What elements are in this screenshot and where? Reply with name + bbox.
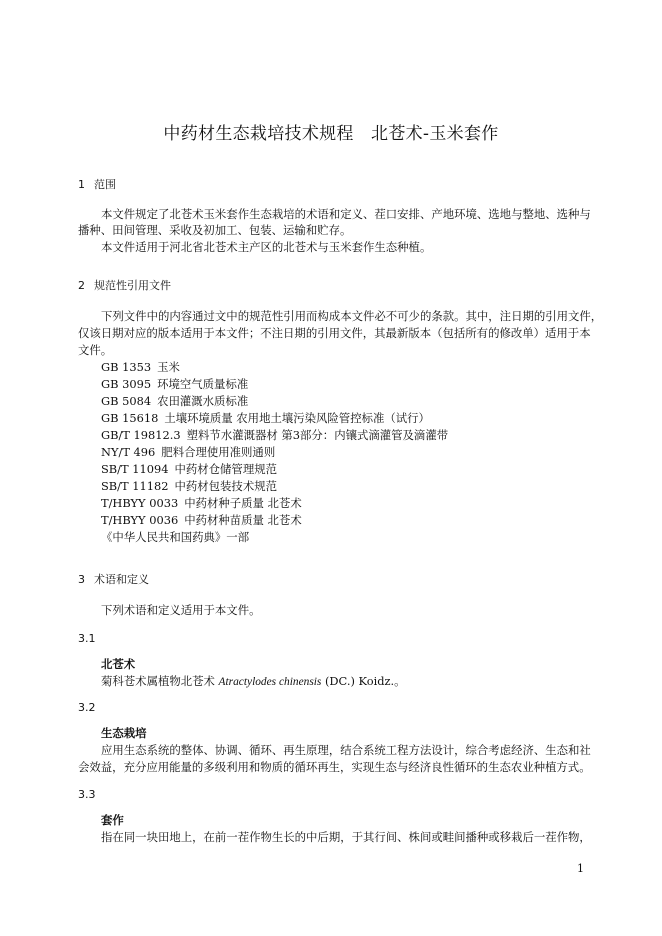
section-2-title: 规范性引用文件 <box>94 279 171 292</box>
ref-name: 玉米 <box>157 360 180 374</box>
term-3-3-def-line1: 指在同一块田地上，在前一茬作物生长的中后期，于其行间、株间或畦间播种或移栽后一茬作物， <box>101 830 591 844</box>
term-3-1-definition <box>101 673 406 691</box>
ref-name: 农田灌溉水质标准 <box>157 394 249 408</box>
term-3-3-name: 套作 <box>101 813 124 827</box>
def-text: 菊科苍术属植物北苍术 <box>101 674 215 688</box>
ref-item <box>101 512 302 529</box>
sec3-intro: 下列术语和定义适用于本文件。 <box>101 603 261 617</box>
term-3-2-def-line1: 应用生态系统的整体、协调、循环、再生原理，结合系统工程方法设计，综合考虑经济、生态和社 <box>101 743 591 757</box>
ref-code: GB 3095 <box>101 377 152 391</box>
ref-item <box>101 393 248 410</box>
ref-name: 中药材仓储管理规范 <box>174 462 277 476</box>
ref-name: 中药材种苗质量 北苍术 <box>184 513 302 527</box>
ref-code: GB 1353 <box>101 360 152 374</box>
term-3-3-number: 3.3 <box>78 788 96 801</box>
ref-name: 肥料合理使用准则通则 <box>161 445 276 459</box>
ref-name: 《中华人民共和国药典》一部 <box>101 530 250 544</box>
section-2-number: 2 <box>78 279 85 292</box>
ref-name: 中药材包装技术规范 <box>174 479 277 493</box>
ref-item <box>101 410 430 427</box>
term-3-1-number: 3.1 <box>78 632 96 645</box>
ref-code: GB 5084 <box>101 394 152 408</box>
section-3-title: 术语和定义 <box>94 573 149 586</box>
ref-item <box>101 478 277 495</box>
section-2-heading <box>78 277 171 293</box>
ref-name: 中药材种子质量 北苍术 <box>184 496 302 510</box>
document-title: 中药材生态栽培技术规程 北苍术-玉米套作 <box>163 124 499 144</box>
ref-code: GB/T 19812.3 <box>101 428 181 442</box>
ref-name: 塑料节水灌溉器材 第3部分：内镶式滴灌管及滴灌带 <box>186 428 449 442</box>
section-1-number: 1 <box>78 178 85 191</box>
ref-item <box>101 495 302 512</box>
sec1-para2: 本文件适用于河北省北苍术主产区的北苍术与玉米套作生态种植。 <box>101 240 432 254</box>
ref-name: 土壤环境质量 农用地土壤污染风险管控标准（试行） <box>164 411 430 425</box>
sec2-para-line3: 文件。 <box>78 343 113 357</box>
ref-code: T/HBYY 0036 <box>101 513 179 527</box>
ref-item <box>101 427 448 444</box>
section-1-heading <box>78 176 116 192</box>
term-3-2-number: 3.2 <box>78 701 96 714</box>
ref-item <box>101 444 275 461</box>
sec1-para1-line1: 本文件规定了北苍术玉米套作生态栽培的术语和定义、茬口安排、产地环境、选地与整地、选种与 <box>101 207 591 221</box>
term-3-2-name: 生态栽培 <box>101 726 147 740</box>
ref-code: SB/T 11094 <box>101 462 169 476</box>
term-3-2-def-line2: 会效益，充分应用能量的多级利用和物质的循环再生，实现生态与经济良性循环的生态农业种植方式。 <box>78 760 591 774</box>
ref-item <box>101 529 249 546</box>
latin-name: Atractylodes chinensis <box>218 676 322 688</box>
ref-item <box>101 461 277 478</box>
ref-item <box>101 359 180 376</box>
sec2-para-line1: 下列文件中的内容通过文中的规范性引用而构成本文件必不可少的条款。其中，注日期的引用文件， <box>101 309 603 323</box>
sec2-para-line2: 仅该日期对应的版本适用于本文件；不注日期的引用文件，其最新版本（包括所有的修改单）适用于本 <box>78 326 591 340</box>
ref-code: SB/T 11182 <box>101 479 169 493</box>
section-3-heading <box>78 571 149 587</box>
term-3-1-name: 北苍术 <box>101 657 136 671</box>
section-3-number: 3 <box>78 573 85 586</box>
ref-code: T/HBYY 0033 <box>101 496 179 510</box>
sec1-para1-line2: 播种、田间管理、采收及初加工、包装、运输和贮存。 <box>78 223 352 237</box>
ref-item <box>101 376 248 393</box>
ref-code: NY/T 496 <box>101 445 156 459</box>
page-number: 1 <box>577 862 584 875</box>
section-1-title: 范围 <box>94 178 116 191</box>
ref-name: 环境空气质量标准 <box>157 377 249 391</box>
def-author: (DC.) Koidz.。 <box>321 674 406 688</box>
ref-code: GB 15618 <box>101 411 159 425</box>
